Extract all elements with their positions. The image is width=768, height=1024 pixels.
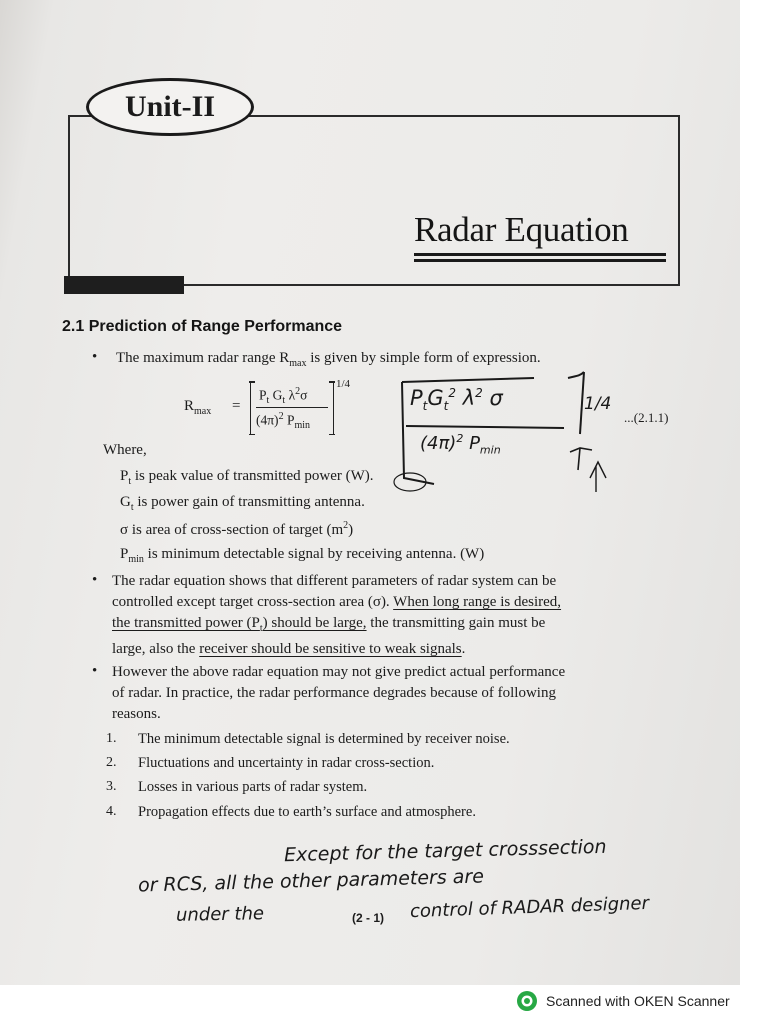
scanner-text: Scanned with OKEN Scanner bbox=[546, 993, 730, 1009]
list-number: 4. bbox=[106, 804, 117, 819]
scanner-watermark bbox=[516, 990, 730, 1012]
handwritten-numerator: $P_tG_t^2$ $\lambda^2$ σ bbox=[410, 386, 503, 414]
page-number: (2 - 1) bbox=[352, 911, 385, 925]
definition-sigma: σ is area of cross-section of target $(m^2)$ bbox=[120, 520, 354, 538]
equation-equals: = bbox=[232, 398, 241, 414]
oken-scanner-logo-icon bbox=[516, 990, 538, 1012]
where-label: Where, bbox=[103, 442, 147, 458]
intro-text: The maximum radar range $R_{max}$ is given by simple form of expression. bbox=[116, 350, 541, 369]
list-item: Fluctuations and uncertainty in radar cross-section. bbox=[138, 755, 435, 771]
list-item: The minimum detectable signal is determined by receiver noise. bbox=[138, 731, 510, 747]
list-number: 3. bbox=[106, 779, 117, 794]
definition-pt: $P_t$ is peak value of transmitted power (W). bbox=[120, 468, 374, 487]
bleed-through bbox=[640, 54, 643, 68]
title-rule bbox=[414, 253, 666, 256]
list-number: 1. bbox=[106, 731, 117, 746]
paragraph-limitations: However the above radar equation may not give predict actual performance of radar. In practice, the radar performance degrades because of following reasons. bbox=[112, 664, 566, 722]
list-number: 2. bbox=[106, 755, 117, 770]
definition-gt: $G_t$ is power gain of transmitting antenna. bbox=[120, 494, 365, 513]
handwritten-note-line3a: under the bbox=[175, 903, 265, 926]
bullet: • bbox=[92, 349, 98, 365]
fraction-bar bbox=[256, 407, 328, 408]
list-item: Propagation effects due to earth’s surface and atmosphere. bbox=[138, 804, 476, 820]
equation-numerator: $P_t$ $G_t$ $\lambda^2\sigma$ bbox=[259, 386, 308, 407]
handwritten-denominator: $(4\pi)^2$ $P_{min}$ bbox=[420, 432, 501, 457]
paragraph-parameters: The radar equation shows that different parameters of radar system can be controlled except target cross-section area (σ). When long range is desired, the transmitted power $(P_t)$ should be large, the transmitting gain must be large, also the receiver should be sensitive to weak signals. bbox=[112, 573, 562, 657]
bullet: • bbox=[92, 572, 98, 588]
equation-number: ...(2.1.1) bbox=[624, 410, 669, 425]
handwritten-note-line2: or RCS, all the other parameters are bbox=[137, 865, 485, 897]
chapter-title: Radar Equation bbox=[414, 210, 629, 249]
list-item: Losses in various parts of radar system. bbox=[138, 779, 368, 795]
equation-lhs: $R_{max}$ bbox=[184, 398, 212, 417]
definition-pmin: $P_{min}$ is minimum detectable signal by receiving antenna. (W) bbox=[120, 546, 485, 565]
handwritten-exponent: 1/4 bbox=[584, 394, 612, 414]
handwritten-note-line3b: control of RADAR designer bbox=[409, 892, 650, 923]
header-shadow-bar bbox=[64, 276, 184, 294]
handwritten-oval bbox=[392, 470, 432, 494]
title-rule bbox=[414, 259, 666, 262]
handwritten-note-line1: Except for the target crosssection bbox=[283, 835, 607, 867]
bullet: • bbox=[92, 663, 98, 679]
equation-exponent: 1/4 bbox=[336, 378, 351, 390]
unit-label: Unit-II bbox=[124, 90, 215, 123]
equation-denominator: $(4\pi)^2$ $P_{min}$ bbox=[256, 411, 311, 432]
unit-badge bbox=[86, 78, 254, 136]
section-heading: 2.1 Prediction of Range Performance bbox=[62, 318, 343, 335]
